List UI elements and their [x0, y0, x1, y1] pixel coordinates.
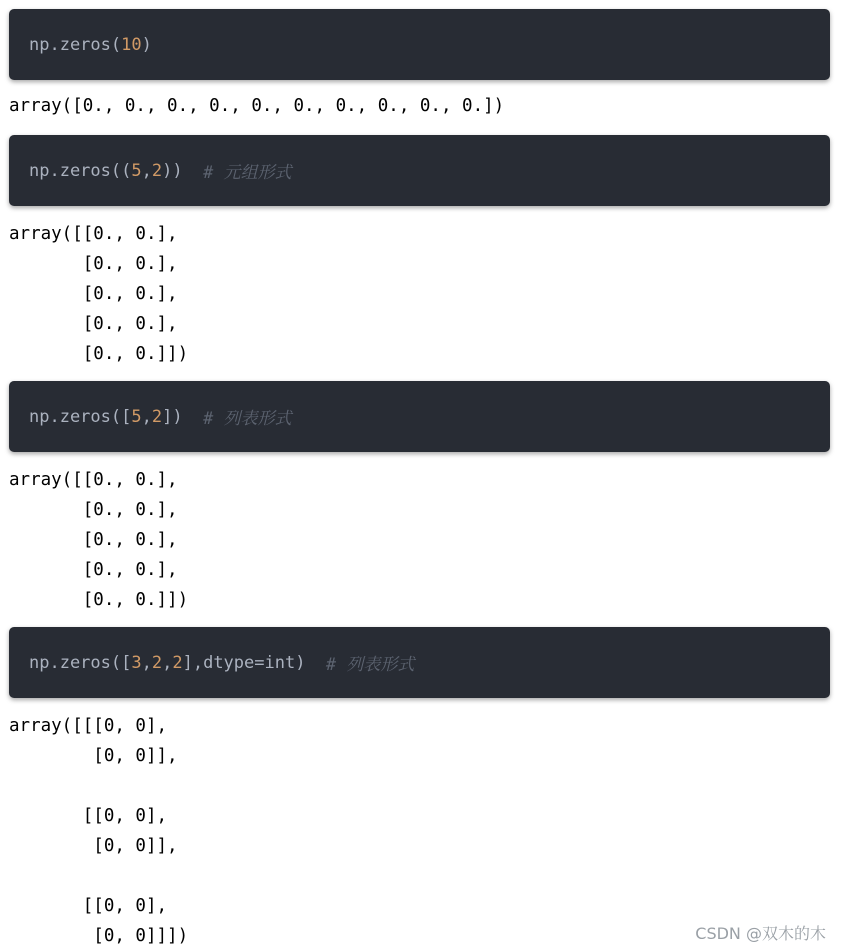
code-number: 5 [131, 160, 142, 181]
code-text: , [162, 652, 173, 673]
code-text: , [141, 406, 152, 427]
output-2: array([[0., 0.], [0., 0.], [0., 0.], [0., 0.], [0., 0.]]) [9, 224, 189, 364]
watermark: CSDN @双木的木 [695, 924, 826, 943]
output-3: array([[0., 0.], [0., 0.], [0., 0.], [0., 0.], [0., 0.]]) [9, 470, 189, 610]
code-text: ],dtype=int) [182, 652, 326, 673]
code-comment: # 元组形式 [203, 163, 292, 183]
code-block-3 [9, 381, 830, 452]
code-text: np.zeros(( [29, 160, 132, 181]
code-text: , [141, 160, 152, 181]
code-text: np.zeros([ [29, 652, 132, 673]
code-number: 10 [121, 34, 142, 55]
code-number: 2 [151, 160, 163, 181]
code-block-4 [9, 627, 830, 698]
code-text: np.zeros( [29, 34, 122, 55]
code-number: 2 [151, 652, 163, 673]
code-block-2 [9, 135, 830, 206]
code-text: ) [141, 34, 152, 55]
code-number: 5 [131, 406, 142, 427]
code-text: ]) [162, 406, 204, 427]
code-number: 2 [172, 652, 183, 673]
output-4: array([[[0, 0], [0, 0]], [[0, 0], [0, 0]], [[0, 0], [0, 0]]]) [9, 716, 189, 946]
code-comment: # 列表形式 [203, 409, 292, 429]
code-text: )) [162, 160, 204, 181]
code-text: , [141, 652, 152, 673]
code-text: np.zeros([ [29, 406, 132, 427]
code-block-1 [9, 9, 830, 80]
code-comment: # 列表形式 [325, 655, 415, 675]
output-1: array([0., 0., 0., 0., 0., 0., 0., 0., 0., 0.]) [9, 96, 505, 116]
code-number: 2 [151, 406, 163, 427]
code-number: 3 [131, 652, 142, 673]
